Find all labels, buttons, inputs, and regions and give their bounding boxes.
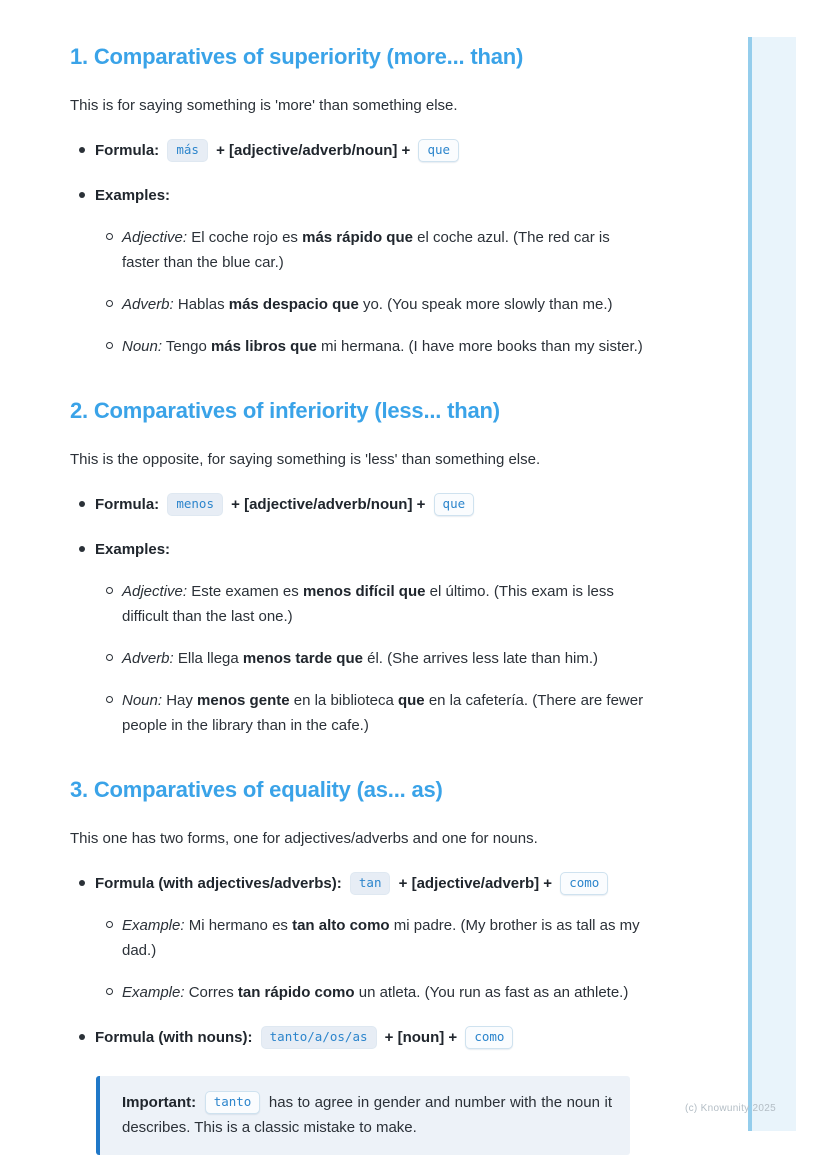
- section-intro: This one has two forms, one for adjectives/adverbs and one for nouns.: [70, 830, 538, 847]
- text-segment: el último. (This exam is less difficult than the last one.): [122, 583, 614, 625]
- text-segment: menos tarde que: [242, 650, 363, 667]
- sub-bullet-item: [70, 292, 645, 317]
- text-segment: tan rápido como: [237, 984, 355, 1001]
- text-segment: Examples:: [95, 187, 171, 204]
- section-equality: [70, 776, 645, 1155]
- text-segment: Adverb:: [122, 296, 174, 313]
- text-segment: Example:: [122, 917, 185, 934]
- text-segment: Formula (with adjectives/adverbs):: [95, 875, 346, 892]
- sub-bullet-item: [70, 646, 645, 671]
- text-segment: más libros que: [210, 338, 317, 355]
- text-segment: un atleta. (You run as fast as an athlete.): [354, 984, 629, 1001]
- text-segment: menos gente: [197, 692, 290, 709]
- sub-bullet-item: [70, 980, 645, 1005]
- text-segment: en la cafetería. (There are fewer people in the library than in the cafe.): [122, 692, 644, 734]
- text-segment: Adjective:: [122, 229, 188, 246]
- text-segment: + [noun] +: [380, 1029, 462, 1046]
- text-segment: mi hermana. (I have more books than my sister.): [316, 338, 643, 355]
- code-chip: como: [560, 872, 608, 895]
- text-segment: Noun:: [122, 338, 163, 355]
- code-chip: tanto: [205, 1091, 261, 1114]
- text-segment: Formula (with nouns):: [95, 1029, 257, 1046]
- bullet-item: [70, 537, 645, 562]
- copyright-watermark: (c) Knowunity 2025: [684, 1103, 776, 1114]
- text-segment: + [adjective/adverb/noun] +: [226, 496, 430, 513]
- section-superiority: [70, 43, 645, 359]
- code-chip: menos: [167, 493, 223, 516]
- text-segment: has to agree in gender and number with the noun it describes. This is a classic mistake to make.: [122, 1094, 612, 1136]
- text-segment: Noun:: [122, 692, 163, 709]
- text-segment: el coche azul. (The red car is faster than the blue car.): [122, 229, 610, 271]
- text-segment: menos difícil que: [302, 583, 426, 600]
- section-heading: 2. Comparatives of inferiority (less... than): [70, 398, 500, 423]
- sub-bullet-item: [70, 913, 645, 963]
- bullet-item: [70, 138, 645, 163]
- text-segment: tan alto como: [292, 917, 390, 934]
- section-intro: This is the opposite, for saying something is 'less' than something else.: [70, 451, 541, 468]
- text-segment: Mi hermano es: [184, 917, 293, 934]
- text-segment: Adverb:: [122, 650, 174, 667]
- bullet-item: [70, 1025, 645, 1050]
- sub-bullet-item: [70, 579, 645, 629]
- text-segment: Hay: [162, 692, 198, 709]
- text-segment: en la biblioteca: [289, 692, 398, 709]
- text-segment: él. (She arrives less late than him.): [362, 650, 599, 667]
- text-segment: Este examen es: [187, 583, 303, 600]
- text-segment: Example:: [122, 984, 185, 1001]
- text-segment: Examples:: [95, 541, 171, 558]
- text-segment: + [adjective/adverb/noun] +: [211, 142, 415, 159]
- bullet-item: [70, 183, 645, 208]
- code-chip: que: [434, 493, 475, 516]
- code-chip: como: [465, 1026, 513, 1049]
- text-segment: Formula:: [95, 496, 164, 513]
- document-body: [70, 30, 645, 1155]
- important-callout: [96, 1076, 630, 1155]
- text-segment: + [adjective/adverb] +: [394, 875, 557, 892]
- text-segment: yo. (You speak more slowly than me.): [358, 296, 613, 313]
- section-heading: 3. Comparatives of equality (as... as): [70, 777, 443, 802]
- text-segment: Adjective:: [122, 583, 188, 600]
- text-segment: Tengo: [162, 338, 211, 355]
- text-segment: más rápido que: [302, 229, 413, 246]
- page-edge-strip: [748, 37, 796, 1131]
- text-segment: El coche rojo es: [187, 229, 303, 246]
- text-segment: mi padre. (My brother is as tall as my dad.): [122, 917, 640, 959]
- text-segment: más despacio que: [228, 296, 359, 313]
- section-inferiority: [70, 397, 645, 738]
- text-segment: Formula:: [95, 142, 164, 159]
- text-segment: Ella llega: [173, 650, 243, 667]
- text-segment: Important:: [122, 1094, 201, 1111]
- code-chip: que: [418, 139, 459, 162]
- text-segment: que: [397, 692, 425, 709]
- code-chip: tanto/a/os/as: [261, 1026, 377, 1049]
- bullet-item: [70, 871, 645, 896]
- section-heading: 1. Comparatives of superiority (more... than): [70, 44, 524, 69]
- code-chip: tan: [350, 872, 391, 895]
- bullet-item: [70, 492, 645, 517]
- section-intro: This is for saying something is 'more' than something else.: [70, 97, 458, 114]
- sub-bullet-item: [70, 225, 645, 275]
- sub-bullet-item: [70, 688, 645, 738]
- code-chip: más: [167, 139, 208, 162]
- sub-bullet-item: [70, 334, 645, 359]
- text-segment: Hablas: [173, 296, 229, 313]
- text-segment: Corres: [184, 984, 238, 1001]
